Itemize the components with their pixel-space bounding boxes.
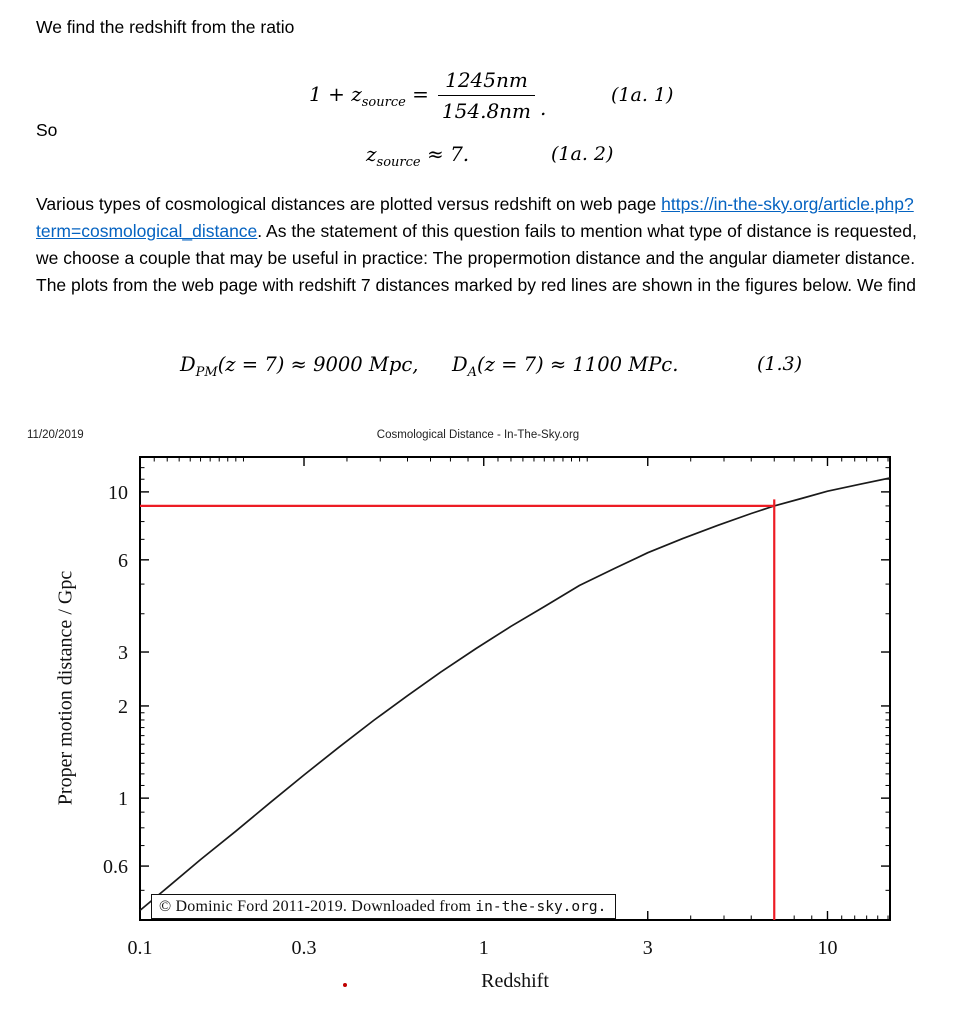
- svg-text:6: 6: [118, 549, 128, 572]
- intro-text: We find the redshift from the ratio: [36, 17, 295, 37]
- svg-text:0.3: 0.3: [291, 937, 317, 959]
- equation-1a1: [309, 68, 546, 123]
- figure-header: Cosmological Distance - In-The-Sky.org: [376, 429, 580, 441]
- period: .: [540, 96, 547, 120]
- body-paragraph: [36, 191, 935, 299]
- dpm-subscript: PM: [195, 365, 218, 380]
- equals-sign: =: [412, 81, 429, 106]
- eq1-lhs: $1 + z_{source}$ =: [309, 81, 429, 110]
- distance-vs-redshift-chart: [0, 425, 956, 1016]
- fraction: [438, 68, 535, 123]
- y-axis-label: Proper motion distance / Gpc: [54, 570, 77, 806]
- cosmological-distance-link[interactable]: https://in-the-sky.org/article.php?term=cosmological_distance: [36, 194, 914, 241]
- fraction-denominator: 154.8nm: [441, 99, 532, 123]
- equation-tag-13: (1.3): [757, 353, 803, 375]
- equation-tag-1a2: (1a. 2): [551, 143, 614, 165]
- svg-text:1: 1: [118, 788, 128, 811]
- print-date: 11/20/2019: [27, 429, 84, 441]
- eq1-subscript: source: [361, 94, 406, 110]
- da-subscript: A: [467, 365, 478, 380]
- svg-text:10: 10: [817, 937, 838, 959]
- credit-box: [151, 894, 616, 919]
- svg-text:10: 10: [108, 481, 128, 504]
- eq2-subscript: source: [376, 155, 421, 170]
- x-axis-label: Redshift: [481, 970, 549, 992]
- svg-text:0.1: 0.1: [127, 937, 153, 959]
- equation-13-da: $D_A(z = 7) \approx 1100$ MPc.: [452, 353, 679, 380]
- fraction-numerator: 1245nm: [438, 68, 535, 96]
- svg-text:3: 3: [642, 937, 653, 959]
- so-text: So: [36, 120, 58, 140]
- svg-text:1: 1: [478, 937, 489, 959]
- equation-tag-1a1: (1a. 1): [611, 84, 674, 106]
- svg-text:2: 2: [118, 695, 128, 718]
- equation-1a2: $z_{source} \approx 7$.: [366, 142, 470, 170]
- credit-url: in-the-sky.org.: [475, 899, 607, 915]
- paragraph-text-before: Various types of cosmological distances are plotted versus redshift on web page: [36, 194, 662, 214]
- svg-text:0.6: 0.6: [103, 856, 128, 879]
- equation-13-dpm: $D_{PM}(z = 7) \approx 9000$ Mpc,: [180, 353, 419, 380]
- svg-text:3: 3: [118, 642, 128, 665]
- credit-text: © Dominic Ford 2011-2019. Downloaded from: [159, 898, 476, 915]
- stray-red-mark: [343, 983, 347, 987]
- paragraph-text-after: . As the statement of this question fails to mention what type of distance is requested, we choose a couple that may be useful in practice: The propermotion distance and the angular diameter distance. The plots from the web page with redshift 7 distances marked by red lines are shown in the figures below. We find: [36, 221, 917, 295]
